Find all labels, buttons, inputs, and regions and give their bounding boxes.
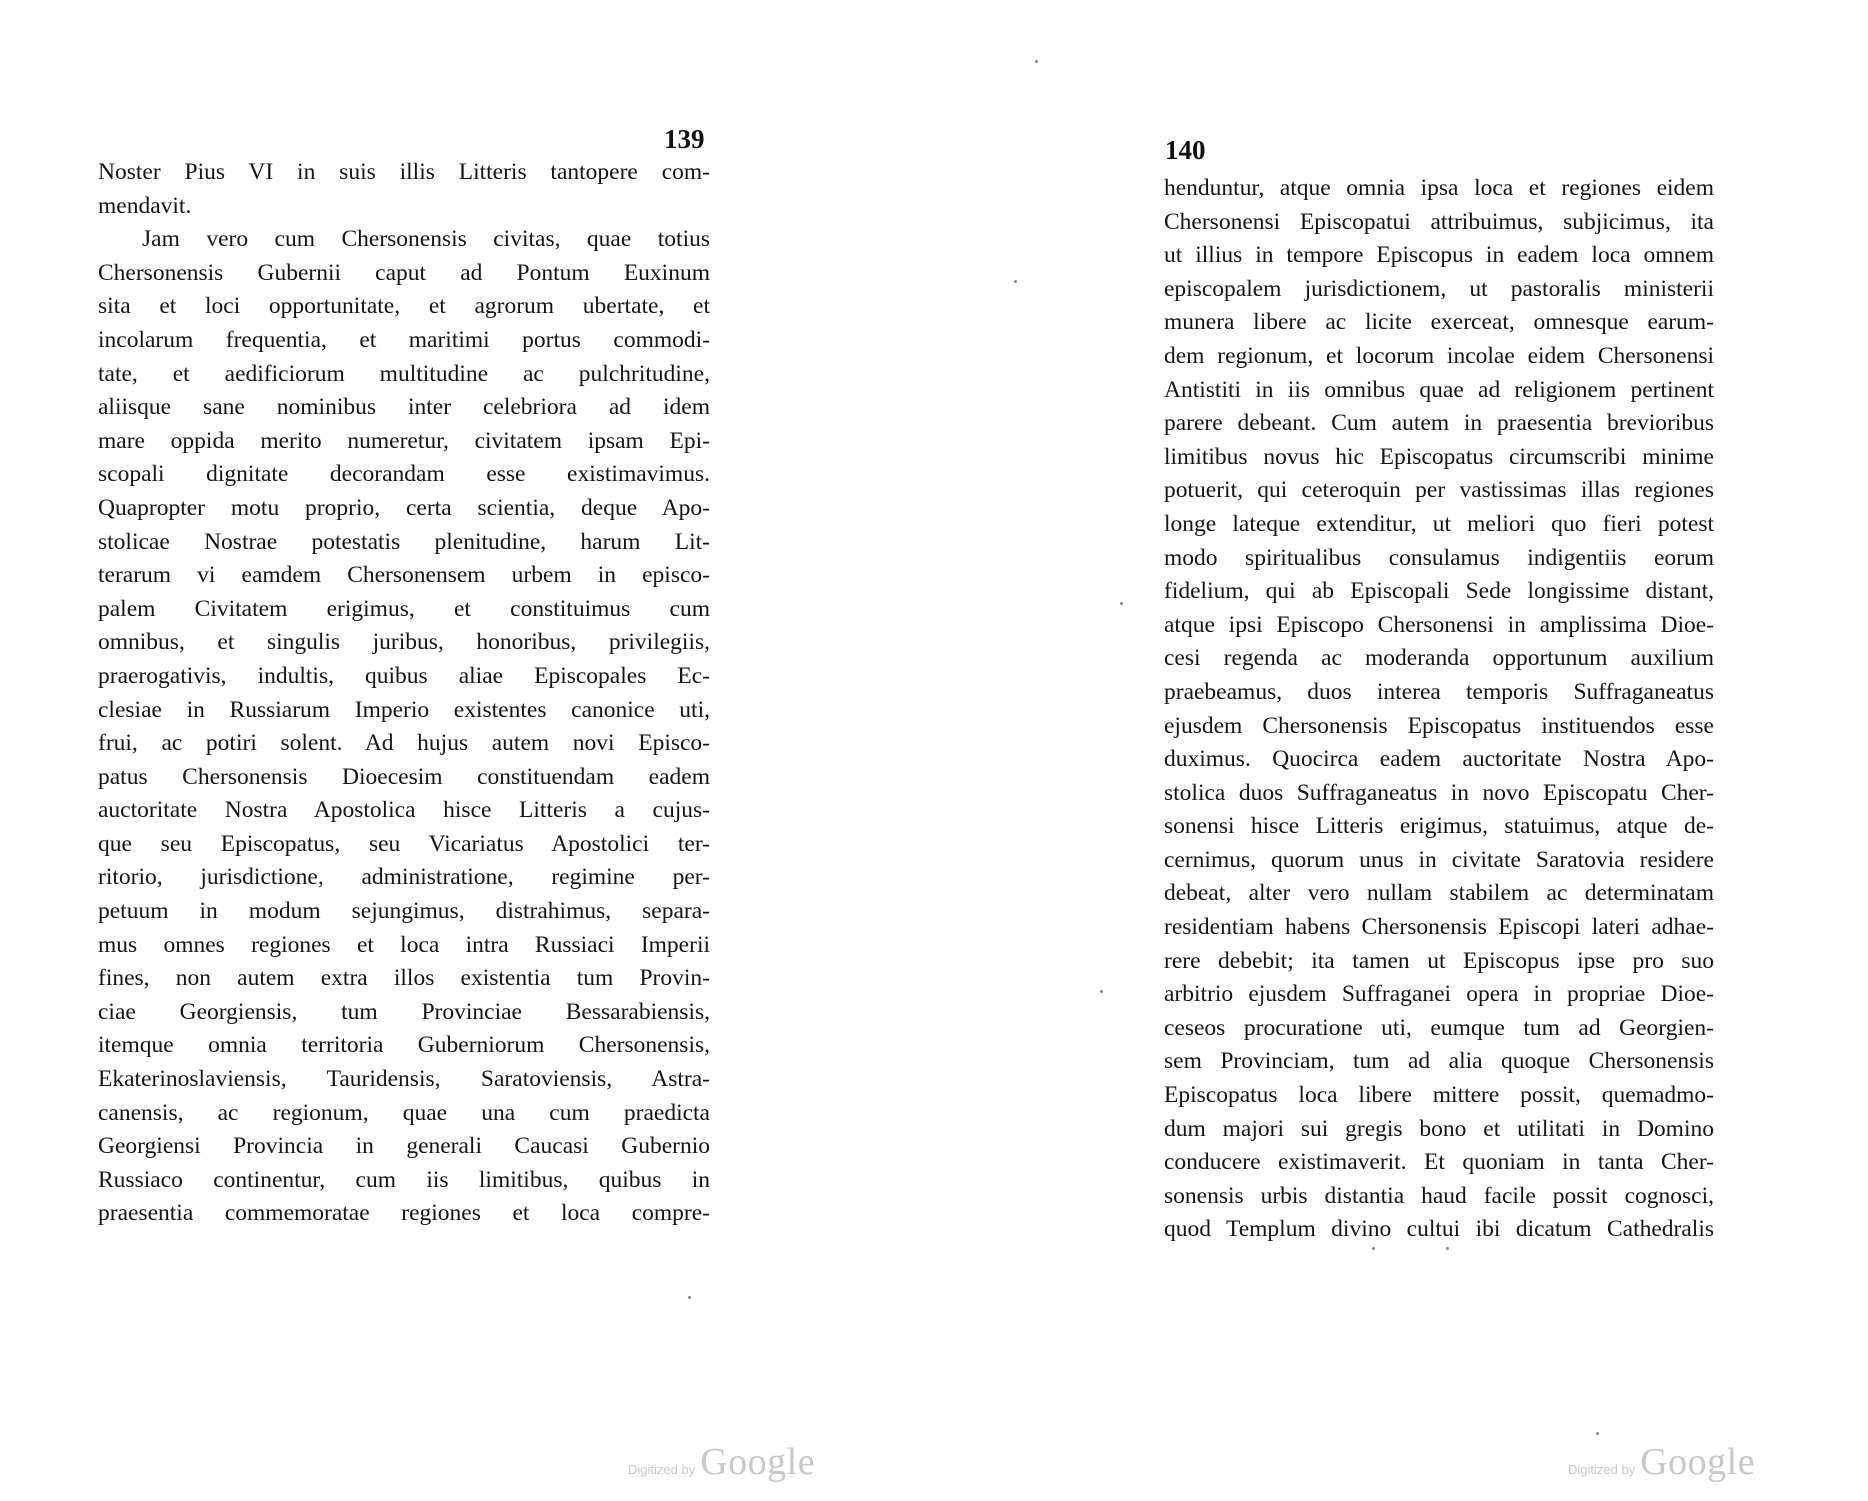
text-line: mendavit. bbox=[98, 192, 192, 219]
text-line: fines, non autem extra illos existentia tum Provin- bbox=[98, 965, 710, 992]
watermark-caption: Digitized by bbox=[1568, 1462, 1636, 1477]
text-line: sonensi hisce Litteris erigimus, statuimus, atque de- bbox=[1164, 813, 1714, 840]
text-line: potuerit, qui ceteroquin per vastissimas illas regiones bbox=[1164, 477, 1714, 504]
text-line: stolicae Nostrae potestatis plenitudine, harum Lit- bbox=[98, 528, 710, 555]
text-line: patus Chersonensis Dioecesim constituendam eadem bbox=[98, 763, 710, 790]
text-line: longe lateque extenditur, ut meliori quo fieri potest bbox=[1164, 510, 1714, 537]
scan-speck bbox=[1372, 1247, 1375, 1250]
text-line: omnibus, et singulis juribus, honoribus, privilegiis, bbox=[98, 629, 710, 656]
text-line: Noster Pius VI in suis illis Litteris tantopere com- bbox=[98, 159, 710, 185]
google-logo: Google bbox=[700, 1441, 816, 1483]
watermark-caption: Digitized by bbox=[628, 1462, 696, 1477]
text-line: stolica duos Suffraganeatus in novo Episcopatu Cher- bbox=[1164, 779, 1714, 806]
text-line: terarum vi eamdem Chersonensem urbem in episco- bbox=[98, 562, 710, 589]
text-line: Antistiti in iis omnibus quae ad religionem pertinent bbox=[1164, 376, 1714, 403]
text-line: scopali dignitate decorandam esse existimavimus. bbox=[98, 461, 710, 488]
scan-speck bbox=[1100, 990, 1103, 993]
text-line: praerogativis, indultis, quibus aliae Episcopales Ec- bbox=[98, 662, 710, 689]
text-line: munera libere ac licite exerceat, omnesque earum- bbox=[1164, 309, 1714, 336]
text-line: dem regionum, et locorum incolae eidem Chersonensi bbox=[1164, 342, 1714, 369]
text-line: sem Provinciam, tum ad alia quoque Chersonensis bbox=[1164, 1048, 1714, 1075]
text-line: ejusdem Chersonensis Episcopatus instituendos esse bbox=[1164, 712, 1714, 739]
text-line: cesi regenda ac moderanda opportunum auxilium bbox=[1164, 645, 1714, 672]
text-line: sonensis urbis distantia haud facile possit cognosci, bbox=[1164, 1182, 1714, 1209]
text-line: sita et loci opportunitate, et agrorum ubertate, et bbox=[98, 293, 710, 320]
text-line: debeat, alter vero nullam stabilem ac determinatam bbox=[1164, 880, 1714, 907]
text-line: ritorio, jurisdictione, administratione, regimine per- bbox=[98, 864, 710, 891]
body-text bbox=[1164, 172, 1714, 1247]
text-line: quod Templum divino cultui ibi dicatum Cathedralis bbox=[1164, 1216, 1714, 1243]
text-line: Georgiensi Provincia in generali Caucasi Gubernio bbox=[98, 1133, 710, 1160]
text-line: Russiaco continentur, cum iis limitibus, quibus in bbox=[98, 1166, 710, 1193]
text-line: clesiae in Russiarum Imperio existentes canonice uti, bbox=[98, 696, 710, 723]
text-line: Quapropter motu proprio, certa scientia, deque Apo- bbox=[98, 494, 710, 521]
text-line: Jam vero cum Chersonensis civitas, quae totius bbox=[142, 226, 710, 253]
text-line: fidelium, qui ab Episcopali Sede longissime distant, bbox=[1164, 578, 1714, 605]
text-line: que seu Episcopatus, seu Vicariatus Apostolici ter- bbox=[98, 830, 710, 857]
scan-speck bbox=[1120, 602, 1123, 605]
text-line: dum majori sui gregis bono et utilitati in Domino bbox=[1164, 1115, 1714, 1142]
text-line: praesentia commemoratae regiones et loca compre- bbox=[98, 1200, 710, 1227]
scan-speck bbox=[1446, 1247, 1449, 1250]
right-page bbox=[934, 0, 1868, 1501]
text-line: ut illius in tempore Episcopus in eadem loca omnem bbox=[1164, 242, 1714, 269]
text-line: limitibus novus hic Episcopatus circumscribi minime bbox=[1164, 443, 1714, 470]
page-number: 140 bbox=[1165, 135, 1206, 165]
text-line: atque ipsi Episcopo Chersonensi in amplissima Dioe- bbox=[1164, 611, 1714, 638]
text-line: ciae Georgiensis, tum Provinciae Bessarabiensis, bbox=[98, 998, 710, 1025]
google-watermark bbox=[1568, 1440, 1755, 1484]
google-logo: Google bbox=[1640, 1441, 1756, 1483]
text-line: tate, et aedificiorum multitudine ac pulchritudine, bbox=[98, 360, 710, 387]
text-line: Episcopatus loca libere mittere possit, quemadmo- bbox=[1164, 1082, 1714, 1109]
text-line: rere debebit; ita tamen ut Episcopus ipse pro suo bbox=[1164, 947, 1714, 974]
text-line: Chersonensi Episcopatui attribuimus, subjicimus, ita bbox=[1164, 208, 1714, 235]
page-number: 139 bbox=[664, 124, 705, 154]
text-line: palem Civitatem erigimus, et constituimus cum bbox=[98, 595, 710, 622]
text-line: henduntur, atque omnia ipsa loca et regiones eidem bbox=[1164, 175, 1714, 201]
text-line: mus omnes regiones et loca intra Russiaci Imperii bbox=[98, 931, 710, 958]
scan-speck bbox=[1596, 1432, 1599, 1435]
text-line: itemque omnia territoria Guberniorum Chersonensis, bbox=[98, 1032, 710, 1059]
text-line: frui, ac potiri solent. Ad hujus autem novi Episco- bbox=[98, 730, 710, 757]
text-line: aliisque sane nominibus inter celebriora ad idem bbox=[98, 394, 710, 421]
text-line: arbitrio ejusdem Suffraganei opera in propriae Dioe- bbox=[1164, 981, 1714, 1008]
text-line: Ekaterinoslaviensis, Tauridensis, Saratoviensis, Astra- bbox=[98, 1066, 710, 1093]
text-line: residentiam habens Chersonensis Episcopi lateri adhae- bbox=[1164, 914, 1714, 941]
text-line: praebeamus, duos interea temporis Suffraganeatus bbox=[1164, 678, 1714, 705]
body-text bbox=[98, 156, 710, 1231]
text-line: mare oppida merito numeretur, civitatem ipsam Epi- bbox=[98, 427, 710, 454]
text-line: auctoritate Nostra Apostolica hisce Litteris a cujus- bbox=[98, 797, 710, 824]
text-line: modo spiritualibus consulamus indigentiis eorum bbox=[1164, 544, 1714, 571]
text-line: Chersonensis Gubernii caput ad Pontum Euxinum bbox=[98, 259, 710, 286]
scan-speck bbox=[1035, 60, 1038, 63]
scan-speck bbox=[688, 1296, 691, 1299]
text-line: ceseos procuratione uti, eumque tum ad Georgien- bbox=[1164, 1014, 1714, 1041]
text-line: parere debeant. Cum autem in praesentia brevioribus bbox=[1164, 410, 1714, 437]
text-line: incolarum frequentia, et maritimi portus commodi- bbox=[98, 326, 710, 353]
scan-speck bbox=[1014, 280, 1017, 283]
text-line: petuum in modum sejungimus, distrahimus, separa- bbox=[98, 898, 710, 925]
text-line: episcopalem jurisdictionem, ut pastoralis ministerii bbox=[1164, 275, 1714, 302]
google-watermark bbox=[628, 1440, 815, 1484]
text-line: cernimus, quorum unus in civitate Saratovia residere bbox=[1164, 846, 1714, 873]
text-line: duximus. Quocirca eadem auctoritate Nostra Apo- bbox=[1164, 746, 1714, 773]
text-line: conducere existimaverit. Et quoniam in tanta Cher- bbox=[1164, 1149, 1714, 1176]
text-line: canensis, ac regionum, quae una cum praedicta bbox=[98, 1099, 710, 1126]
